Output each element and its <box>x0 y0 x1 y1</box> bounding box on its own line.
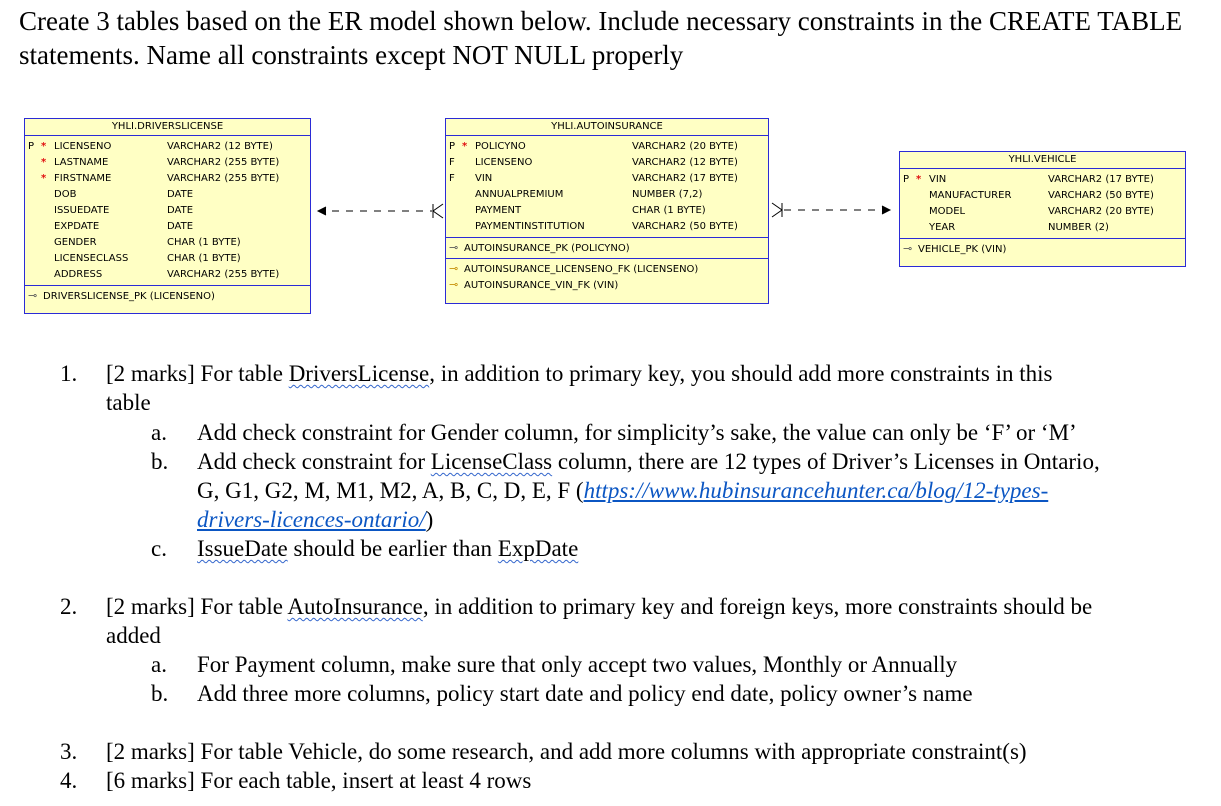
column-name: YEAR <box>929 222 956 233</box>
column-name: VIN <box>475 173 493 184</box>
foreign-key-icon: ⊸ <box>449 278 459 291</box>
column-type: VARCHAR2 (255 BYTE) <box>167 269 280 280</box>
column-name: GENDER <box>54 237 97 248</box>
column-type: VARCHAR2 (20 BYTE) <box>632 141 738 152</box>
item-text: Add check constraint for Gender column, for simplicity’s sake, the value can only be ‘F’ or ‘M’ <box>197 420 1077 445</box>
column-type: DATE <box>167 189 194 200</box>
column-type: VARCHAR2 (255 BYTE) <box>167 157 280 168</box>
primary-key-label: AUTOINSURANCE_PK (POLICYNO) <box>464 243 630 254</box>
question-text: [2 marks] For table Vehicle, do some research, and add more columns with appropriate constraint(s) <box>106 739 1027 764</box>
table-title: YHLI.DRIVERSLICENSE <box>25 119 310 136</box>
question-number: 2. <box>60 594 78 619</box>
column-name: LICENSENO <box>54 141 112 152</box>
column-term: LicenseClass <box>430 449 553 474</box>
column-name: EXPDATE <box>54 221 100 232</box>
primary-key-icon: ⊸ <box>449 241 459 254</box>
column-type: VARCHAR2 (20 BYTE) <box>1048 206 1154 217</box>
column-name: VIN <box>929 174 947 185</box>
key-flag: F <box>449 173 455 184</box>
question-text: [6 marks] For each table, insert at least 4 rows <box>106 768 532 793</box>
column-type: NUMBER (2) <box>1048 222 1109 233</box>
column-type: DATE <box>167 205 194 216</box>
column-type: CHAR (1 BYTE) <box>167 237 241 248</box>
question-text: [2 marks] For table <box>106 594 288 619</box>
mandatory-mark: * <box>916 174 922 185</box>
column-type: VARCHAR2 (50 BYTE) <box>632 221 738 232</box>
key-flag: P <box>449 141 456 152</box>
column-type: VARCHAR2 (12 BYTE) <box>167 141 273 152</box>
question-text: added <box>106 623 161 648</box>
column-type: VARCHAR2 (17 BYTE) <box>1048 174 1154 185</box>
table-title: YHLI.AUTOINSURANCE <box>446 119 768 136</box>
column-name: PAYMENTINSTITUTION <box>475 221 585 232</box>
mandatory-mark: * <box>41 157 47 168</box>
item-text: ) <box>425 507 434 532</box>
item-text: should be earlier than <box>287 536 498 561</box>
foreign-key-label: AUTOINSURANCE_LICENSENO_FK (LICENSENO) <box>464 264 699 275</box>
column-name: LASTNAME <box>54 157 109 168</box>
column-name: ADDRESS <box>54 269 103 280</box>
column-name: MANUFACTURER <box>929 190 1012 201</box>
question-text: , in addition to primary key and foreign keys, more constraints should be <box>422 594 1093 619</box>
item-label: b. <box>151 681 169 706</box>
mandatory-mark: * <box>41 173 47 184</box>
key-flag: F <box>449 157 455 168</box>
column-type: VARCHAR2 (255 BYTE) <box>167 173 280 184</box>
item-label: c. <box>151 536 167 561</box>
item-label: a. <box>151 420 167 445</box>
mandatory-mark: * <box>41 141 47 152</box>
foreign-key-label: AUTOINSURANCE_VIN_FK (VIN) <box>464 280 619 291</box>
question-text: [2 marks] For table <box>106 361 289 386</box>
question-text: , in addition to primary key, you should add more constraints in this <box>429 361 1053 386</box>
primary-key-icon: ⊸ <box>903 242 913 255</box>
column-name: DOB <box>54 189 77 200</box>
intro-text: Create 3 tables based on the ER model shown below. Include necessary constraints in the CREATE TABLE statements. Name all constraints except NOT NULL properly <box>19 6 1183 70</box>
column-name: LICENSENO <box>475 157 533 168</box>
question-number: 4. <box>60 768 78 793</box>
key-flag: P <box>903 174 910 185</box>
item-text: column, there are 12 types of Driver’s Licenses in Ontario, <box>552 449 1100 474</box>
relationship-vehicle-auto <box>772 203 890 217</box>
column-term: IssueDate <box>197 536 288 561</box>
column-term: ExpDate <box>497 536 579 561</box>
column-name: PAYMENT <box>475 205 522 216</box>
mandatory-mark: * <box>462 141 468 152</box>
item-text: Add check constraint for <box>197 449 431 474</box>
column-type: CHAR (1 BYTE) <box>632 205 706 216</box>
item-label: b. <box>151 449 169 474</box>
column-name: POLICYNO <box>475 141 526 152</box>
column-type: VARCHAR2 (50 BYTE) <box>1048 190 1154 201</box>
column-type: DATE <box>167 221 194 232</box>
reference-link[interactable]: https://www.hubinsurancehunter.ca/blog/12-types- <box>583 478 1049 503</box>
question-number: 3. <box>60 739 78 764</box>
relationship-drivers-auto <box>318 204 443 218</box>
primary-key-label: DRIVERSLICENSE_PK (LICENSENO) <box>43 291 215 302</box>
column-name: LICENSECLASS <box>54 253 129 264</box>
column-name: MODEL <box>929 206 966 217</box>
primary-key-icon: ⊸ <box>28 289 38 302</box>
item-text: Add three more columns, policy start date and policy end date, policy owner’s name <box>197 681 973 706</box>
reference-link[interactable]: drivers-licences-ontario/ <box>197 507 426 532</box>
column-name: ANNUALPREMIUM <box>475 189 564 200</box>
column-type: VARCHAR2 (12 BYTE) <box>632 157 738 168</box>
column-name: ISSUEDATE <box>54 205 110 216</box>
table-title: YHLI.VEHICLE <box>900 152 1185 169</box>
foreign-key-icon: ⊸ <box>449 262 459 275</box>
relationship-lines <box>0 0 1221 330</box>
column-type: CHAR (1 BYTE) <box>167 253 241 264</box>
question-text: table <box>106 390 151 415</box>
table-term: DriversLicense <box>288 361 430 386</box>
key-flag: P <box>28 141 35 152</box>
question-number: 1. <box>60 361 78 386</box>
primary-key-label: VEHICLE_PK (VIN) <box>918 244 1007 255</box>
item-text: G, G1, G2, M, M1, M2, A, B, C, D, E, F ( <box>197 478 584 503</box>
table-term: AutoInsurance <box>287 594 423 619</box>
column-type: NUMBER (7,2) <box>632 189 703 200</box>
column-name: FIRSTNAME <box>54 173 112 184</box>
item-text: For Payment column, make sure that only accept two values, Monthly or Annually <box>197 652 958 677</box>
column-type: VARCHAR2 (17 BYTE) <box>632 173 738 184</box>
item-label: a. <box>151 652 167 677</box>
